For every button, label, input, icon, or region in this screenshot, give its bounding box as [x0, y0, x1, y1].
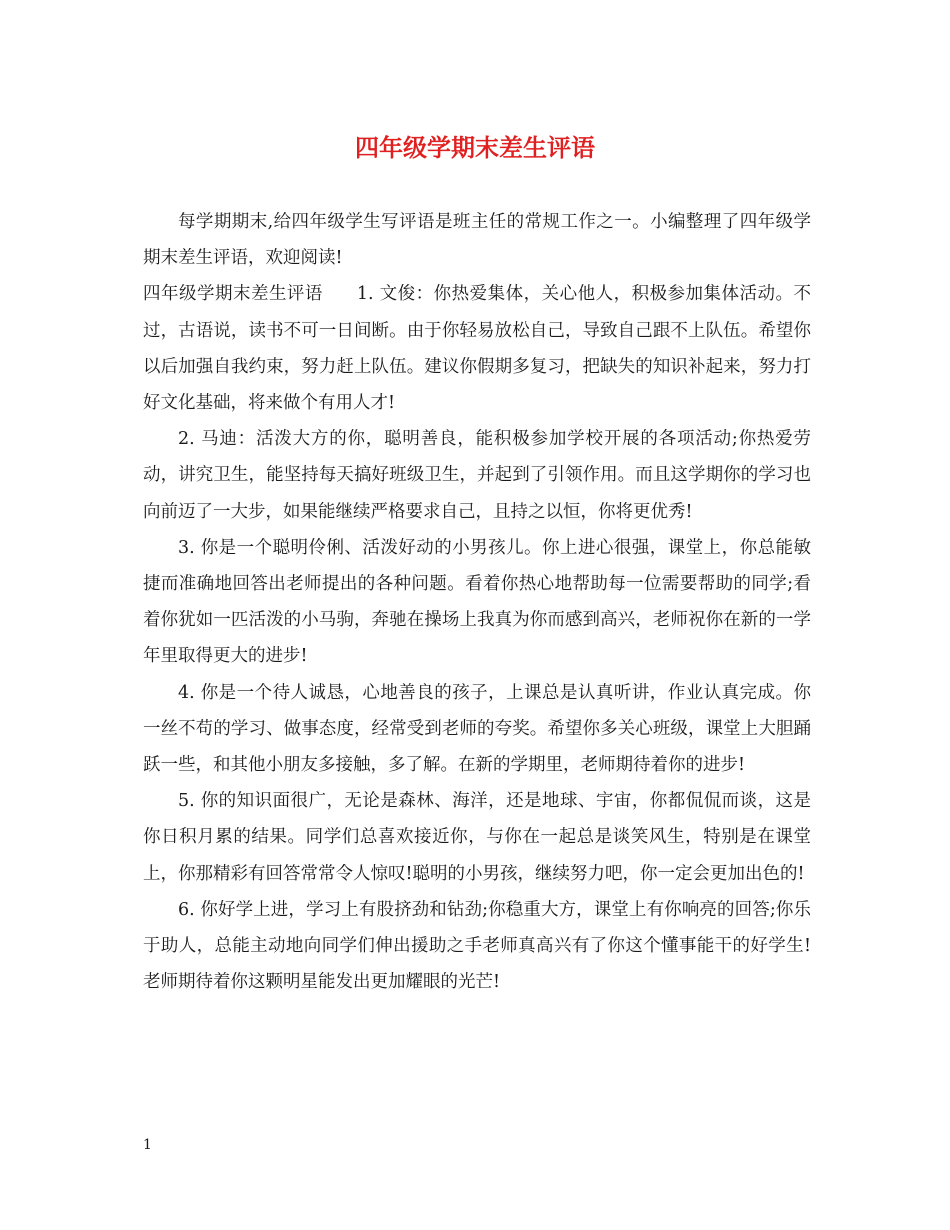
comment-paragraph-6: 6. 你好学上进，学习上有股挤劲和钻劲;你稳重大方，课堂上有你响亮的回答;你乐于助人，总能主动地向同学们伸出援助之手老师真高兴有了你这个懂事能干的好学生!老师期待着你这颗明星能发出更加耀眼的光芒!: [143, 899, 811, 993]
document-title: 四年级学期末差生评语: [355, 133, 595, 162]
intro-paragraph: 每学期期末,给四年级学生写评语是班主任的常规工作之一。小编整理了四年级学期末差生评语，欢迎阅读!: [143, 212, 811, 269]
comment-paragraph-1: [143, 276, 811, 421]
page-number: 1: [143, 1137, 152, 1153]
comment-paragraph-3: 3. 你是一个聪明伶俐、活泼好动的小男孩儿。你上进心很强，课堂上，你总能敏捷而准确地回答出老师提出的各种问题。看着你热心地帮助每一位需要帮助的同学;看着你犹如一匹活泼的小马驹，奔驰在操场上我真为你而感到高兴，老师祝你在新的一学年里取得更大的进步!: [143, 537, 811, 667]
document-body: [143, 204, 811, 1000]
comment-paragraph-2: 2. 马迪：活泼大方的你，聪明善良，能积极参加学校开展的各项活动;你热爱劳动，讲究卫生，能坚持每天搞好班级卫生，并起到了引领作用。而且这学期你的学习也向前迈了一大步，如果能继续严格要求自己，且持之以恒，你将更优秀!: [143, 429, 811, 522]
comment-paragraph-4: 4. 你是一个待人诚恳，心地善良的孩子，上课总是认真听讲，作业认真完成。你一丝不苟的学习、做事态度，经常受到老师的夸奖。希望你多关心班级，课堂上大胆踊跃一些，和其他小朋友多接触，多了解。在新的学期里，老师期待着你的进步!: [143, 682, 811, 776]
section-label: 四年级学期末差生评语: [143, 284, 323, 305]
comment-1: 1. 文俊：你热爱集体，关心他人，积极参加集体活动。不过，古语说，读书不可一日间断。由于你轻易放松自己，导致自己跟不上队伍。希望你以后加强自我约束，努力赶上队伍。建议你假期多复习，把缺失的知识补起来，努力打好文化基础，将来做个有用人才!: [143, 284, 811, 414]
comment-paragraph-5: 5. 你的知识面很广，无论是森林、海洋，还是地球、宇宙，你都侃侃而谈，这是你日积月累的结果。同学们总喜欢接近你，与你在一起总是谈笑风生，特别是在课堂上，你那精彩有回答常常令人惊叹!聪明的小男孩，继续努力吧，你一定会更加出色的!: [143, 791, 811, 884]
